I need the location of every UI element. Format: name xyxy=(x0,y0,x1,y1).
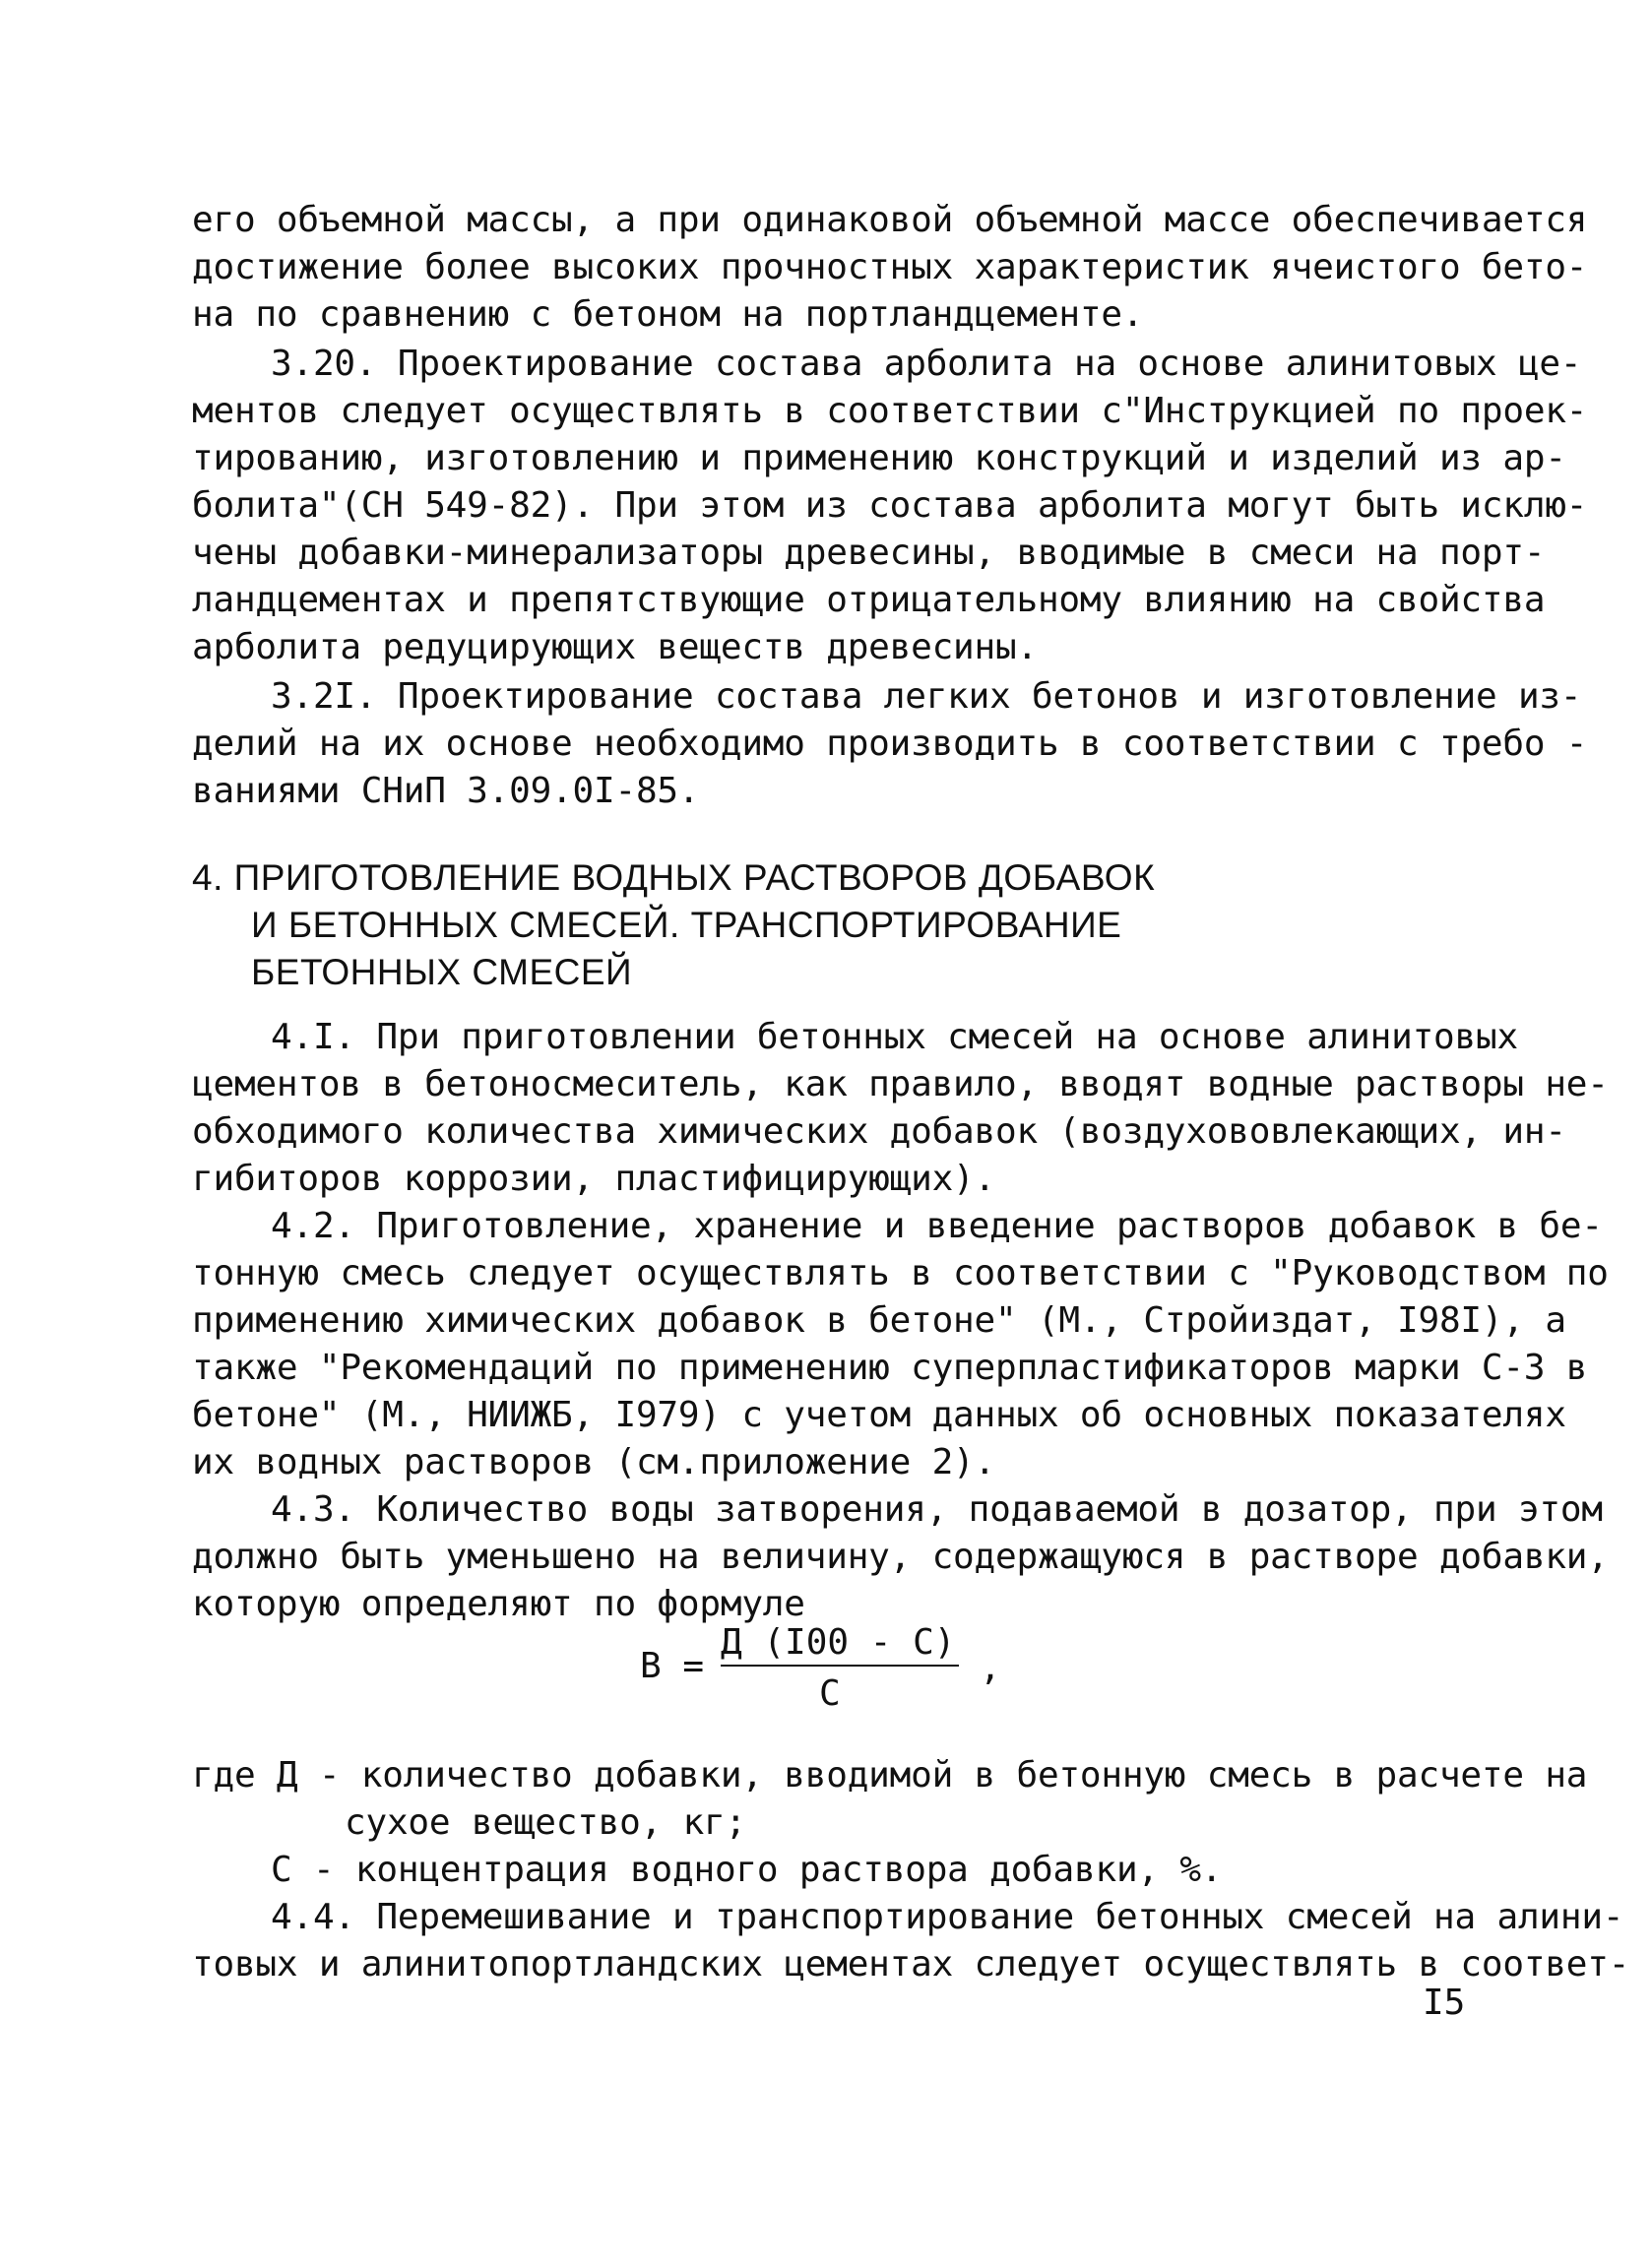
text-line: его объемной массы, а при одинаковой объемной массе обеспечивается xyxy=(192,200,1588,240)
section-heading: И БЕТОННЫХ СМЕСЕЙ. ТРАНСПОРТИРОВАНИЕ xyxy=(251,905,1122,945)
text-line: ментов следует осуществлять в соответствии с"Инструкцией по проек- xyxy=(192,391,1588,431)
formula-numerator: Д (I00 - С) xyxy=(721,1622,959,1667)
section-heading: 4. ПРИГОТОВЛЕНИЕ ВОДНЫХ РАСТВОРОВ ДОБАВОК xyxy=(192,857,1156,898)
section-heading: БЕТОННЫХ СМЕСЕЙ xyxy=(251,952,633,992)
text-line: достижение более высоких прочностных характеристик ячеистого бето- xyxy=(192,247,1588,287)
text-line: товых и алинитопортландских цементах следует осуществлять в соответ- xyxy=(192,1944,1630,1984)
text-line: тонную смесь следует осуществлять в соответствии с "Руководством по xyxy=(192,1253,1609,1293)
paragraph-4-1: 4.I. При приготовлении бетонных смесей на основе алинитовых xyxy=(271,1017,1518,1057)
formula-denominator: С xyxy=(819,1673,841,1714)
text-line: гибиторов коррозии, пластифицирующих). xyxy=(192,1159,996,1199)
paragraph-3-20: 3.20. Проектирование состава арболита на основе алинитовых це- xyxy=(271,344,1582,384)
definition-line: С - концентрация водного раствора добавки, %. xyxy=(271,1850,1223,1890)
text-line: их водных растворов (см.приложение 2). xyxy=(192,1442,996,1482)
text-line: делий на их основе необходимо производить в соответствии с требо - xyxy=(192,724,1588,764)
formula-comma: , xyxy=(980,1648,1001,1688)
paragraph-3-21: 3.2I. Проектирование состава легких бетонов и изготовление из- xyxy=(271,676,1582,717)
paragraph-4-2: 4.2. Приготовление, хранение и введение растворов добавок в бе- xyxy=(271,1206,1603,1246)
formula-lhs: В = xyxy=(640,1646,705,1686)
paragraph-4-4: 4.4. Перемешивание и транспортирование бетонных смесей на алини- xyxy=(271,1897,1624,1937)
text-line: обходимого количества химических добавок (воздухововлекающих, ин- xyxy=(192,1111,1566,1152)
text-line: цементов в бетоносмеситель, как правило, вводят водные растворы не- xyxy=(192,1064,1609,1104)
text-line: должно быть уменьшено на величину, содержащуюся в растворе добавки, xyxy=(192,1537,1609,1577)
text-line: болита"(СН 549-82). При этом из состава арболита могут быть исклю- xyxy=(192,485,1588,526)
text-line: на по сравнению с бетоном на портландцементе. xyxy=(192,294,1144,335)
text-line: ландцементах и препятствующие отрицательному влиянию на свойства xyxy=(192,580,1546,620)
text-line: которую определяют по формуле xyxy=(192,1584,805,1624)
text-line: бетоне" (М., НИИЖБ, I979) с учетом данных об основных показателях xyxy=(192,1395,1566,1435)
text-line: применению химических добавок в бетоне" (М., Стройиздат, I98I), а xyxy=(192,1300,1566,1341)
paragraph-4-3: 4.3. Количество воды затворения, подаваемой в дозатор, при этом xyxy=(271,1489,1603,1530)
text-line: чены добавки-минерализаторы древесины, вводимые в смеси на порт- xyxy=(192,533,1546,573)
text-line: тированию, изготовлению и применению конструкций и изделий из ар- xyxy=(192,438,1566,478)
definition-line: где Д - количество добавки, вводимой в бетонную смесь в расчете на xyxy=(192,1755,1588,1796)
page-number: I5 xyxy=(1423,1983,1466,2023)
text-line: также "Рекомендаций по применению суперпластификаторов марки С-3 в xyxy=(192,1348,1588,1388)
definition-line: сухое вещество, кг; xyxy=(345,1802,747,1843)
text-line: арболита редуцирующих веществ древесины. xyxy=(192,627,1038,667)
formula xyxy=(640,1622,1034,1740)
text-line: ваниями СНиП 3.09.0I-85. xyxy=(192,771,700,811)
